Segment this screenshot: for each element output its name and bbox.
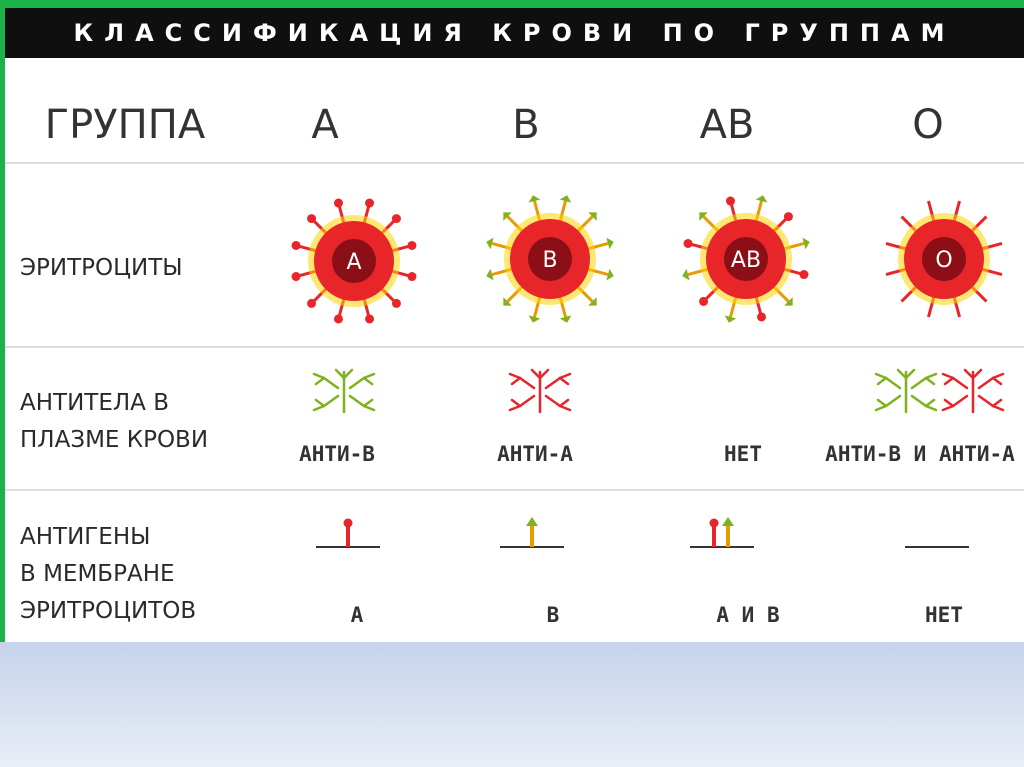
antibody-arm bbox=[912, 396, 926, 406]
antigen-a-tip bbox=[307, 299, 316, 308]
antigen-label-o: НЕТ bbox=[925, 603, 963, 627]
header-row bbox=[5, 58, 1024, 162]
cell-letter: A bbox=[346, 250, 362, 275]
row-label-erythrocytes-text: ЭРИТРОЦИТЫ bbox=[20, 255, 183, 281]
antibody-arm bbox=[324, 396, 338, 406]
row-label-antibodies-line2: ПЛАЗМЕ КРОВИ bbox=[20, 427, 209, 453]
antigen-a-tip bbox=[334, 314, 343, 323]
antibody-branch bbox=[316, 400, 324, 406]
antibody-branch bbox=[560, 400, 568, 406]
row-label-antigens bbox=[20, 519, 196, 630]
antibody-branch bbox=[364, 400, 372, 406]
antigen-a-tip bbox=[292, 272, 301, 281]
antigen-a-tip bbox=[726, 197, 735, 206]
antibody-arm bbox=[979, 396, 993, 406]
antibody-arm bbox=[953, 396, 967, 406]
antigen-a-tip bbox=[784, 212, 793, 221]
antibody-label-ab: НЕТ bbox=[724, 442, 762, 466]
antibody-arm bbox=[520, 378, 534, 388]
header-group-b: B bbox=[512, 102, 540, 148]
row-label-antigens-line1: АНТИГЕНЫ bbox=[20, 524, 151, 550]
erythrocyte-ab-icon bbox=[676, 189, 816, 329]
antigen-a-tip bbox=[407, 272, 416, 281]
divider-1 bbox=[5, 162, 1024, 164]
antibody-branch bbox=[364, 406, 374, 410]
erythrocyte-b-icon bbox=[480, 189, 620, 329]
antibody-arm bbox=[546, 396, 560, 406]
antibody-branch bbox=[560, 378, 568, 384]
antibody-arm bbox=[886, 378, 900, 388]
antibody-arm bbox=[350, 378, 364, 388]
antibody-branch bbox=[943, 406, 953, 410]
antigen-a-icon bbox=[316, 515, 380, 551]
antibody-arm bbox=[953, 378, 967, 388]
header-group-ab: AB bbox=[699, 102, 755, 148]
antibody-label-b: АНТИ-А bbox=[497, 442, 573, 466]
antigen-a-tip bbox=[292, 241, 301, 250]
antigen-a-tip bbox=[684, 239, 693, 248]
antibody-branch bbox=[560, 374, 570, 378]
antibody-branch bbox=[510, 406, 520, 410]
antibody-anti-b-icon bbox=[311, 362, 377, 422]
antibody-branch bbox=[926, 400, 934, 406]
row-label-antigens-line2: В МЕМБРАНЕ bbox=[20, 561, 175, 587]
antibody-branch bbox=[314, 406, 324, 410]
antibody-label-o: АНТИ-B И АНТИ-А bbox=[825, 442, 1015, 466]
header-group-o: O bbox=[912, 102, 944, 148]
erythrocyte-a-icon bbox=[284, 191, 424, 331]
antibody-branch bbox=[512, 400, 520, 406]
antibody-branch bbox=[878, 400, 886, 406]
erythrocyte-o-icon bbox=[874, 189, 1014, 329]
antigen-a-tip bbox=[699, 297, 708, 306]
cell-letter: B bbox=[542, 248, 558, 273]
antibody-branch bbox=[993, 406, 1003, 410]
antigen-label-b: B bbox=[546, 603, 560, 627]
antibody-branch bbox=[876, 406, 886, 410]
cell-letter: AB bbox=[730, 248, 762, 273]
antigen-a-tip bbox=[365, 314, 374, 323]
antibody-label-a: АНТИ-B bbox=[299, 442, 375, 466]
antibody-branch bbox=[993, 374, 1003, 378]
antibody-branch bbox=[876, 374, 886, 378]
title-bar bbox=[5, 8, 1024, 58]
antibody-branch bbox=[316, 378, 324, 384]
antibody-branch bbox=[926, 406, 936, 410]
antibody-branch bbox=[510, 374, 520, 378]
divider-3 bbox=[5, 489, 1024, 491]
antibody-arm bbox=[520, 396, 534, 406]
green-frame-top bbox=[0, 0, 1024, 8]
antigen-a-tip bbox=[757, 312, 766, 321]
antibody-anti-b-icon bbox=[873, 362, 939, 422]
antibody-arm bbox=[912, 378, 926, 388]
antigen-a-tip bbox=[365, 199, 374, 208]
antibody-branch bbox=[926, 374, 936, 378]
row-label-antibodies bbox=[20, 385, 208, 459]
antibody-arm bbox=[546, 378, 560, 388]
antigen-a-tip bbox=[392, 299, 401, 308]
antigen-a-tip bbox=[334, 199, 343, 208]
antibody-arm bbox=[324, 378, 338, 388]
antigen-a-tip bbox=[799, 270, 808, 279]
antigen-a-tip bbox=[307, 214, 316, 223]
antibody-branch bbox=[993, 378, 1001, 384]
antibody-branch bbox=[512, 378, 520, 384]
row-label-erythrocytes bbox=[20, 250, 183, 287]
antibody-branch bbox=[943, 374, 953, 378]
antigen-label-a: A bbox=[350, 603, 364, 627]
header-group-label: ГРУППА bbox=[44, 102, 206, 148]
antibody-arm bbox=[350, 396, 364, 406]
antibody-anti-a-icon bbox=[507, 362, 573, 422]
antibody-branch bbox=[314, 374, 324, 378]
antibody-branch bbox=[364, 374, 374, 378]
antigen-b-icon bbox=[500, 515, 564, 551]
antibody-branch bbox=[993, 400, 1001, 406]
antibody-arm bbox=[979, 378, 993, 388]
cell-letter: O bbox=[935, 248, 953, 273]
antigen-a-tip bbox=[392, 214, 401, 223]
antibody-branch bbox=[926, 378, 934, 384]
row-label-antibodies-line1: АНТИТЕЛА В bbox=[20, 390, 169, 416]
antibody-arm bbox=[886, 396, 900, 406]
antibody-branch bbox=[945, 378, 953, 384]
antigen-ab-icon bbox=[690, 515, 754, 551]
divider-2 bbox=[5, 346, 1024, 348]
row-label-antigens-line3: ЭРИТРОЦИТОВ bbox=[20, 598, 197, 624]
page-title: КЛАССИФИКАЦИЯ КРОВИ ПО ГРУППАМ bbox=[73, 19, 956, 47]
antibody-branch bbox=[560, 406, 570, 410]
antibody-anti-a-icon bbox=[940, 362, 1006, 422]
header-group-a: A bbox=[311, 102, 339, 148]
antibody-branch bbox=[945, 400, 953, 406]
slide-background bbox=[0, 642, 1024, 767]
antigen-none-line bbox=[905, 515, 969, 551]
antigen-label-ab: А И В bbox=[716, 603, 780, 627]
antigen-a-tip bbox=[407, 241, 416, 250]
antibody-branch bbox=[364, 378, 372, 384]
antibody-branch bbox=[878, 378, 886, 384]
